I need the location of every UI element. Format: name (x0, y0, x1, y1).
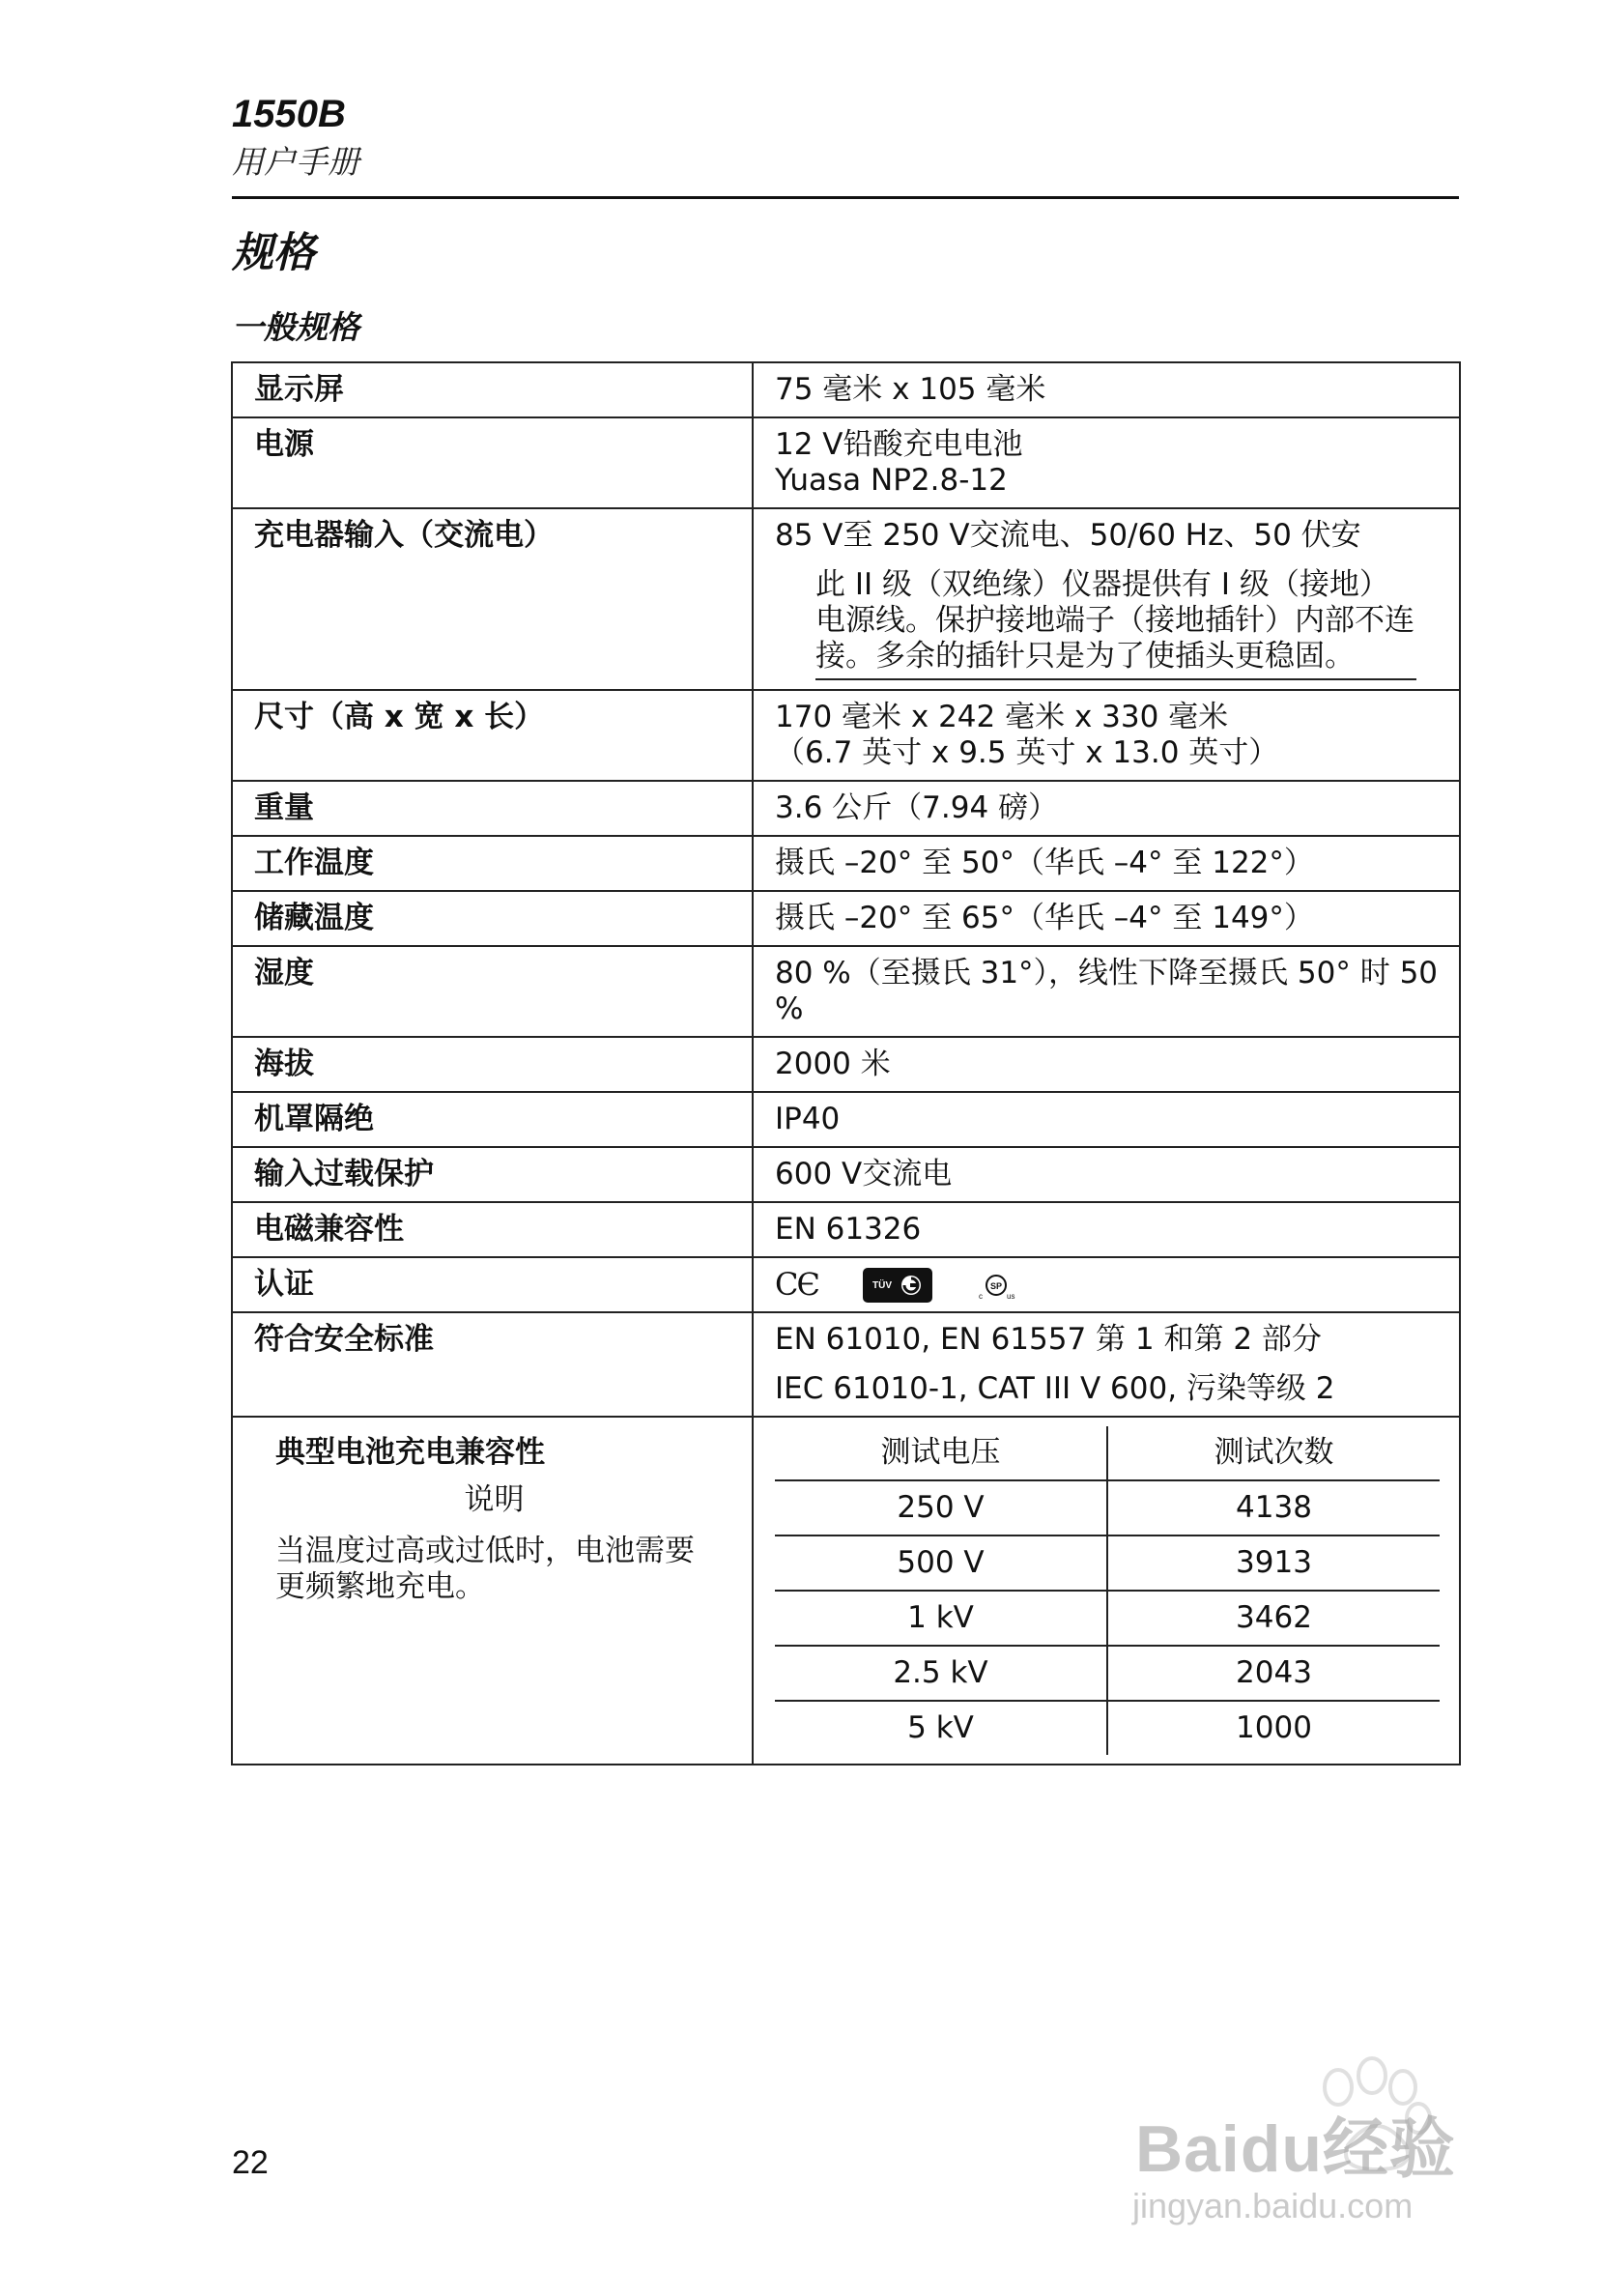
battery-column-header: 测试电压 (775, 1426, 1107, 1480)
spec-label: 充电器输入（交流电） (232, 508, 753, 690)
spec-value (753, 1312, 1460, 1417)
manual-subtitle: 用户手册 (232, 143, 359, 181)
spec-label: 湿度 (232, 946, 753, 1037)
spec-label: 重量 (232, 781, 753, 836)
certification-marks (775, 1267, 1440, 1303)
spec-row-safety (232, 1312, 1460, 1417)
spec-value-line: EN 61010, EN 61557 第 1 和第 2 部分 (775, 1322, 1322, 1357)
spec-value-line: IEC 61010-1, CAT III V 600, 污染等级 2 (775, 1371, 1335, 1406)
spec-value-line: 12 V铅酸充电电池 (775, 427, 1023, 462)
battery-description: 当温度过高或过低时，电池需要更频繁地充电。 (275, 1534, 695, 1604)
spec-row-display (232, 362, 1460, 417)
battery-count: 2043 (1107, 1646, 1440, 1701)
spec-label: 输入过载保护 (232, 1147, 753, 1202)
spec-row-humidity (232, 946, 1460, 1037)
battery-count: 4138 (1107, 1480, 1440, 1535)
spec-value (753, 417, 1460, 508)
battery-row (775, 1591, 1440, 1646)
battery-header-row (775, 1426, 1440, 1480)
spec-row-input-overload (232, 1147, 1460, 1202)
spec-value: 600 V交流电 (753, 1147, 1460, 1202)
battery-count: 3462 (1107, 1591, 1440, 1646)
section-title: 规格 (232, 229, 315, 277)
battery-row (775, 1701, 1440, 1755)
watermark-text: Baidu经验 (1135, 2112, 1456, 2186)
spec-row-emc (232, 1202, 1460, 1257)
spec-label: 符合安全标准 (232, 1312, 753, 1417)
spec-label: 尺寸（高 x 宽 x 长） (232, 690, 753, 781)
battery-voltage: 5 kV (775, 1701, 1107, 1755)
tuv-mark-icon (863, 1268, 932, 1303)
spec-row-enclosure (232, 1092, 1460, 1147)
spec-value (753, 508, 1460, 690)
battery-count: 1000 (1236, 1710, 1312, 1745)
battery-voltage: 500 V (775, 1535, 1107, 1591)
spec-value: 3.6 公斤（7.94 磅） (753, 781, 1460, 836)
spec-value: 摄氏 –20° 至 65°（华氏 –4° 至 149°） (753, 891, 1460, 946)
battery-table-cell (753, 1417, 1460, 1765)
spec-row-weight (232, 781, 1460, 836)
subsection-title: 一般规格 (232, 308, 359, 346)
battery-column-header: 测试次数 (1107, 1426, 1440, 1480)
battery-sub-label: 说明 (464, 1482, 525, 1517)
spec-table (231, 361, 1461, 1765)
battery-title: 典型电池充电兼容性 (275, 1435, 545, 1470)
watermark-url: jingyan.baidu.com (1132, 2186, 1414, 2225)
spec-row-charger-input (232, 508, 1460, 690)
spec-label: 工作温度 (232, 836, 753, 891)
spec-row-dimensions (232, 690, 1460, 781)
spec-row-storage-temp (232, 891, 1460, 946)
spec-row-battery (232, 1417, 1460, 1765)
spec-row-altitude (232, 1037, 1460, 1092)
spec-label: 认证 (232, 1257, 753, 1312)
spec-value (753, 690, 1460, 781)
battery-row (775, 1480, 1440, 1535)
svg-text:us: us (1006, 1291, 1015, 1301)
battery-label-cell (232, 1417, 753, 1765)
csa-mark-icon (977, 1270, 1015, 1301)
spec-row-certification (232, 1257, 1460, 1312)
spec-value-line: 85 V至 250 V交流电、50/60 Hz、50 伏安 (775, 518, 1361, 553)
spec-value: IP40 (753, 1092, 1460, 1147)
spec-value (753, 1257, 1460, 1312)
battery-count: 3913 (1107, 1535, 1440, 1591)
spec-note: 此 II 级（双绝缘）仪器提供有 I 级（接地）电源线。保护接地端子（接地插针）内部不连接。多余的插针只是为了使插头更稳固。 (815, 567, 1416, 680)
svg-text:SP: SP (989, 1280, 1002, 1291)
battery-voltage: 1 kV (775, 1591, 1107, 1646)
svg-text:TÜV: TÜV (871, 1279, 892, 1291)
svg-text:c: c (978, 1291, 983, 1301)
page-number: 22 (232, 2144, 269, 2181)
spec-label: 电磁兼容性 (232, 1202, 753, 1257)
spec-value: EN 61326 (753, 1202, 1460, 1257)
spec-row-operating-temp (232, 836, 1460, 891)
battery-row (775, 1646, 1440, 1701)
header-divider (232, 196, 1459, 199)
manual-model: 1550B (232, 93, 346, 135)
spec-label: 海拔 (232, 1037, 753, 1092)
spec-value-line: 170 毫米 x 242 毫米 x 330 毫米 (775, 700, 1229, 734)
spec-value-line: （6.7 英寸 x 9.5 英寸 x 13.0 英寸） (775, 735, 1279, 770)
spec-value: 摄氏 –20° 至 50°（华氏 –4° 至 122°） (753, 836, 1460, 891)
spec-label: 显示屏 (232, 362, 753, 417)
spec-value: 80 %（至摄氏 31°），线性下降至摄氏 50° 时 50 % (753, 946, 1460, 1037)
battery-row (775, 1535, 1440, 1591)
battery-voltage: 2.5 kV (775, 1646, 1107, 1701)
spec-label: 储藏温度 (232, 891, 753, 946)
battery-table (775, 1426, 1440, 1755)
battery-voltage: 250 V (775, 1480, 1107, 1535)
spec-row-power (232, 417, 1460, 508)
spec-value: 2000 米 (753, 1037, 1460, 1092)
spec-label: 电源 (232, 417, 753, 508)
spec-label: 机罩隔绝 (232, 1092, 753, 1147)
spec-value-line: Yuasa NP2.8-12 (775, 463, 1008, 498)
spec-value: 75 毫米 x 105 毫米 (753, 362, 1460, 417)
ce-mark-icon: CЄ (775, 1266, 818, 1303)
